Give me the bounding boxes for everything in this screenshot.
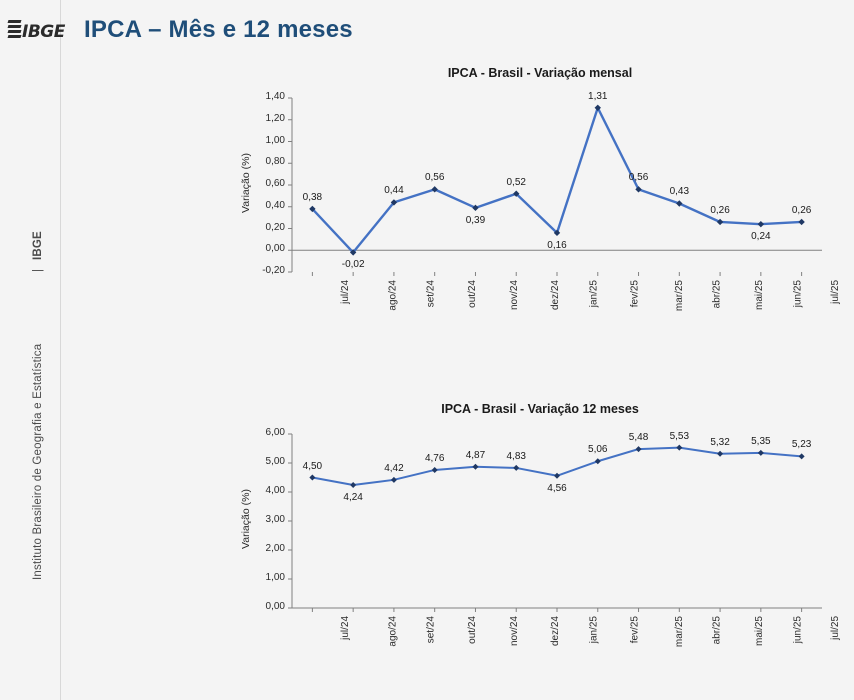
x-axis-tick-label: out/24 xyxy=(466,280,478,308)
data-point-label: 0,56 xyxy=(424,172,445,184)
y-axis-tick-label: 0,20 xyxy=(265,221,285,233)
data-point-label: 4,42 xyxy=(384,462,404,474)
data-point-label: 0,38 xyxy=(302,191,323,203)
y-axis-tick-label: 5,00 xyxy=(265,456,285,467)
data-point-label: 4,83 xyxy=(506,450,526,462)
x-axis-tick-label: jul/25 xyxy=(829,280,841,304)
data-point-label: 0,43 xyxy=(669,186,690,198)
x-axis-tick-label: jun/25 xyxy=(792,280,804,308)
y-axis-tick-label: 0,80 xyxy=(265,156,285,168)
y-axis-tick-label: 1,00 xyxy=(265,134,285,146)
data-point-marker xyxy=(636,446,642,452)
x-axis-tick-label: mai/25 xyxy=(754,280,766,311)
data-point-label: 5,48 xyxy=(628,432,649,444)
x-axis-tick-label: abr/25 xyxy=(711,616,723,645)
x-axis-tick-label: set/24 xyxy=(425,280,437,308)
x-axis-tick-label: dez/24 xyxy=(550,616,562,647)
x-axis-tick-label: nov/24 xyxy=(509,616,521,647)
data-point-marker xyxy=(676,445,682,451)
data-point-marker xyxy=(391,477,397,483)
ibge-logo-bars xyxy=(8,20,22,42)
x-axis-tick-label: fev/25 xyxy=(629,616,641,644)
data-point-label: 5,06 xyxy=(588,444,608,456)
data-point-label: 0,16 xyxy=(547,239,567,251)
x-axis-tick-label: mar/25 xyxy=(673,616,685,648)
data-point-label: 0,56 xyxy=(628,172,649,184)
y-axis-title: Variação (%) xyxy=(240,489,252,549)
data-point-label: 4,24 xyxy=(343,492,363,504)
rail-separator: | xyxy=(32,268,44,272)
y-axis-tick-label: 3,00 xyxy=(265,514,285,525)
data-point-label: 0,26 xyxy=(710,204,730,216)
x-axis-tick-label: ago/24 xyxy=(387,280,399,311)
data-point-label: 4,50 xyxy=(302,460,323,472)
data-point-marker xyxy=(758,221,764,227)
data-point-label: 0,24 xyxy=(751,231,771,243)
data-point-label: 5,23 xyxy=(791,439,812,451)
y-axis-tick-label: 0,00 xyxy=(265,601,285,612)
ibge-logo-text: IBGE xyxy=(22,22,65,42)
data-point-label: 1,31 xyxy=(588,90,608,102)
data-point-label: 4,56 xyxy=(547,482,567,494)
data-point-marker xyxy=(432,467,438,473)
data-point-label: 5,53 xyxy=(669,430,690,442)
x-axis-tick-label: fev/25 xyxy=(629,280,641,308)
plot-svg xyxy=(240,80,840,286)
plot-svg xyxy=(240,416,840,622)
x-axis-tick-label: ago/24 xyxy=(387,616,399,647)
y-axis-title: Variação (%) xyxy=(240,153,252,213)
data-point-label: 5,32 xyxy=(710,436,730,448)
data-point-label: 4,76 xyxy=(424,452,445,464)
ibge-label-vertical: IBGE xyxy=(32,231,44,260)
y-axis-tick-label: 6,00 xyxy=(265,427,285,438)
data-point-marker xyxy=(350,482,356,488)
data-point-label: 0,26 xyxy=(791,204,812,216)
chart-monthly-plot-area xyxy=(240,80,841,312)
data-point-marker xyxy=(758,450,764,456)
data-point-label: 0,39 xyxy=(465,214,486,226)
y-axis-tick-label: 0,60 xyxy=(265,178,285,189)
x-axis-tick-label: jul/24 xyxy=(340,280,352,304)
ibge-logo-icon xyxy=(6,8,65,62)
y-axis-tick-label: 1,00 xyxy=(265,572,285,583)
page-title: IPCA – Mês e 12 meses xyxy=(84,16,353,43)
data-point-marker xyxy=(595,458,601,464)
y-axis-tick-label: -0,20 xyxy=(262,265,285,276)
chart-12months-plot-area xyxy=(240,416,841,648)
data-point-label: 5,35 xyxy=(751,435,771,447)
y-axis-tick-label: 1,20 xyxy=(265,112,285,124)
data-point-label: -0,02 xyxy=(341,259,365,271)
data-point-marker xyxy=(309,475,315,481)
chart-12months-variation xyxy=(240,398,840,690)
data-point-marker xyxy=(799,453,805,459)
x-axis-tick-label: jun/25 xyxy=(792,616,804,644)
x-axis-tick-label: jul/25 xyxy=(829,616,841,640)
rail-vertical-text-group xyxy=(0,120,60,640)
x-axis-tick-label: jan/25 xyxy=(588,280,600,308)
data-point-label: 0,44 xyxy=(384,185,404,197)
x-axis-tick-label: nov/24 xyxy=(509,280,521,311)
data-point-marker xyxy=(472,464,478,470)
x-axis-tick-label: jul/24 xyxy=(340,616,352,640)
x-axis-tick-label: mai/25 xyxy=(754,616,766,647)
institute-name-vertical: Instituto Brasileiro de Geografia e Estatística xyxy=(32,343,44,580)
data-point-label: 0,52 xyxy=(506,176,526,188)
data-point-marker xyxy=(717,451,723,457)
x-axis-tick-label: mar/25 xyxy=(673,280,685,312)
y-axis-tick-label: 4,00 xyxy=(265,485,285,496)
y-axis-tick-label: 2,00 xyxy=(265,543,285,554)
chart-monthly-title: IPCA - Brasil - Variação mensal xyxy=(447,66,633,80)
x-axis-tick-label: jan/25 xyxy=(588,616,600,644)
y-axis-tick-label: 1,40 xyxy=(265,91,285,102)
data-point-marker xyxy=(513,465,519,471)
chart-12months-title: IPCA - Brasil - Variação 12 meses xyxy=(441,402,639,416)
x-axis-tick-label: abr/25 xyxy=(711,280,723,309)
data-point-label: 4,87 xyxy=(465,449,486,461)
y-axis-tick-label: 0,40 xyxy=(265,199,285,211)
x-axis-tick-label: set/24 xyxy=(425,616,437,644)
left-rail xyxy=(0,0,65,700)
chart-monthly-variation xyxy=(240,62,840,362)
x-axis-tick-label: out/24 xyxy=(466,616,478,644)
x-axis-tick-label: dez/24 xyxy=(550,280,562,311)
y-axis-tick-label: 0,00 xyxy=(265,243,285,255)
data-point-marker xyxy=(554,473,560,479)
data-point-marker xyxy=(798,219,804,225)
